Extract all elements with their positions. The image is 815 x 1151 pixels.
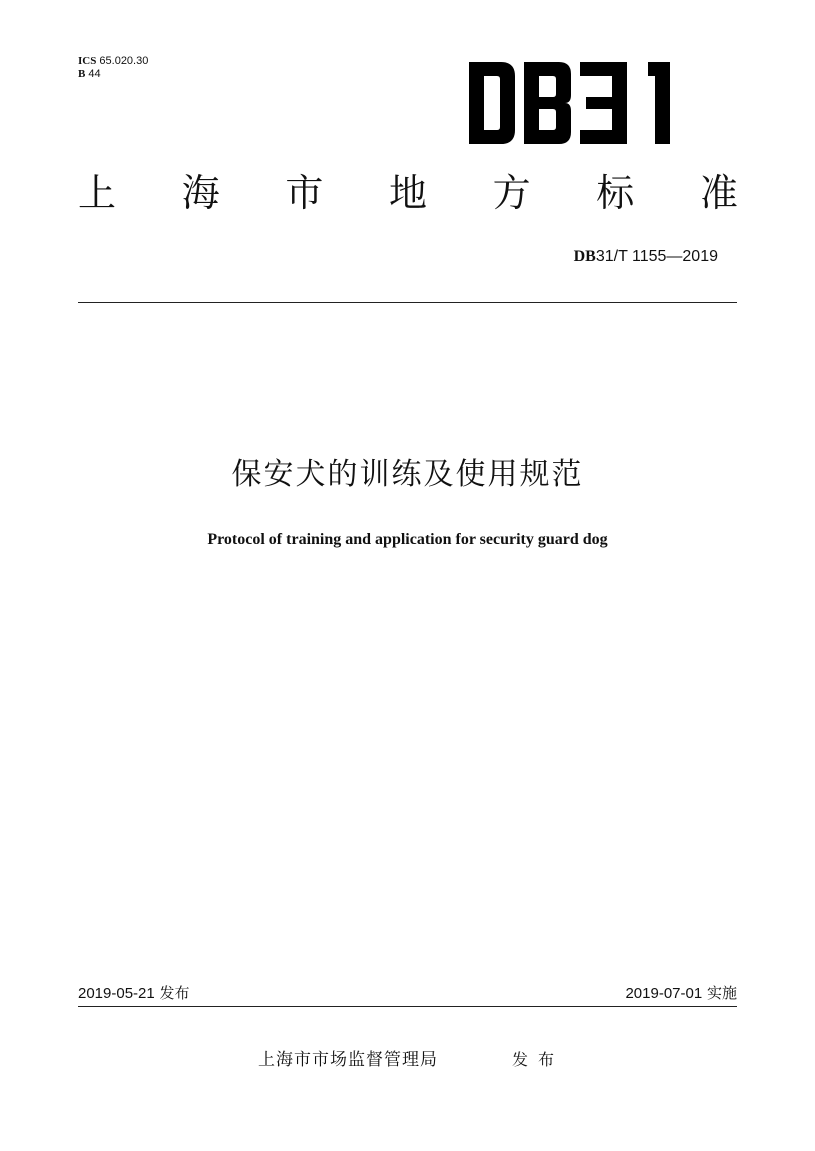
standard-type-char: 标 <box>596 171 635 215</box>
classification-codes <box>78 55 148 81</box>
standard-type-char: 市 <box>285 171 324 215</box>
db31-logo-graphic <box>469 62 693 144</box>
header-divider <box>78 302 737 303</box>
standard-type-char: 地 <box>388 171 427 215</box>
document-title-english: Protocol of training and application for security guard dog <box>207 531 608 548</box>
footer-divider <box>78 1006 737 1007</box>
publish-date: 2019-05-21 发布 <box>78 984 190 1002</box>
standard-type-char: 海 <box>181 171 220 215</box>
standard-type-char: 上 <box>78 171 117 215</box>
standard-type-char: 准 <box>699 171 738 215</box>
implement-date: 2019-07-01 实施 <box>625 984 737 1002</box>
standard-type-char: 方 <box>492 171 531 215</box>
standard-number: DB31/T 1155—2019 <box>573 248 718 265</box>
ics-line: ICS 65.020.30 <box>78 55 149 67</box>
issue-action: 发布 <box>512 1050 565 1069</box>
db31-logo <box>469 62 693 144</box>
document-title-chinese: 保安犬的训练及使用规范 <box>231 457 584 492</box>
standard-type-title <box>78 167 738 219</box>
ccs-line: B 44 <box>78 68 101 80</box>
issuing-authority: 上海市市场监督管理局 <box>258 1050 438 1070</box>
